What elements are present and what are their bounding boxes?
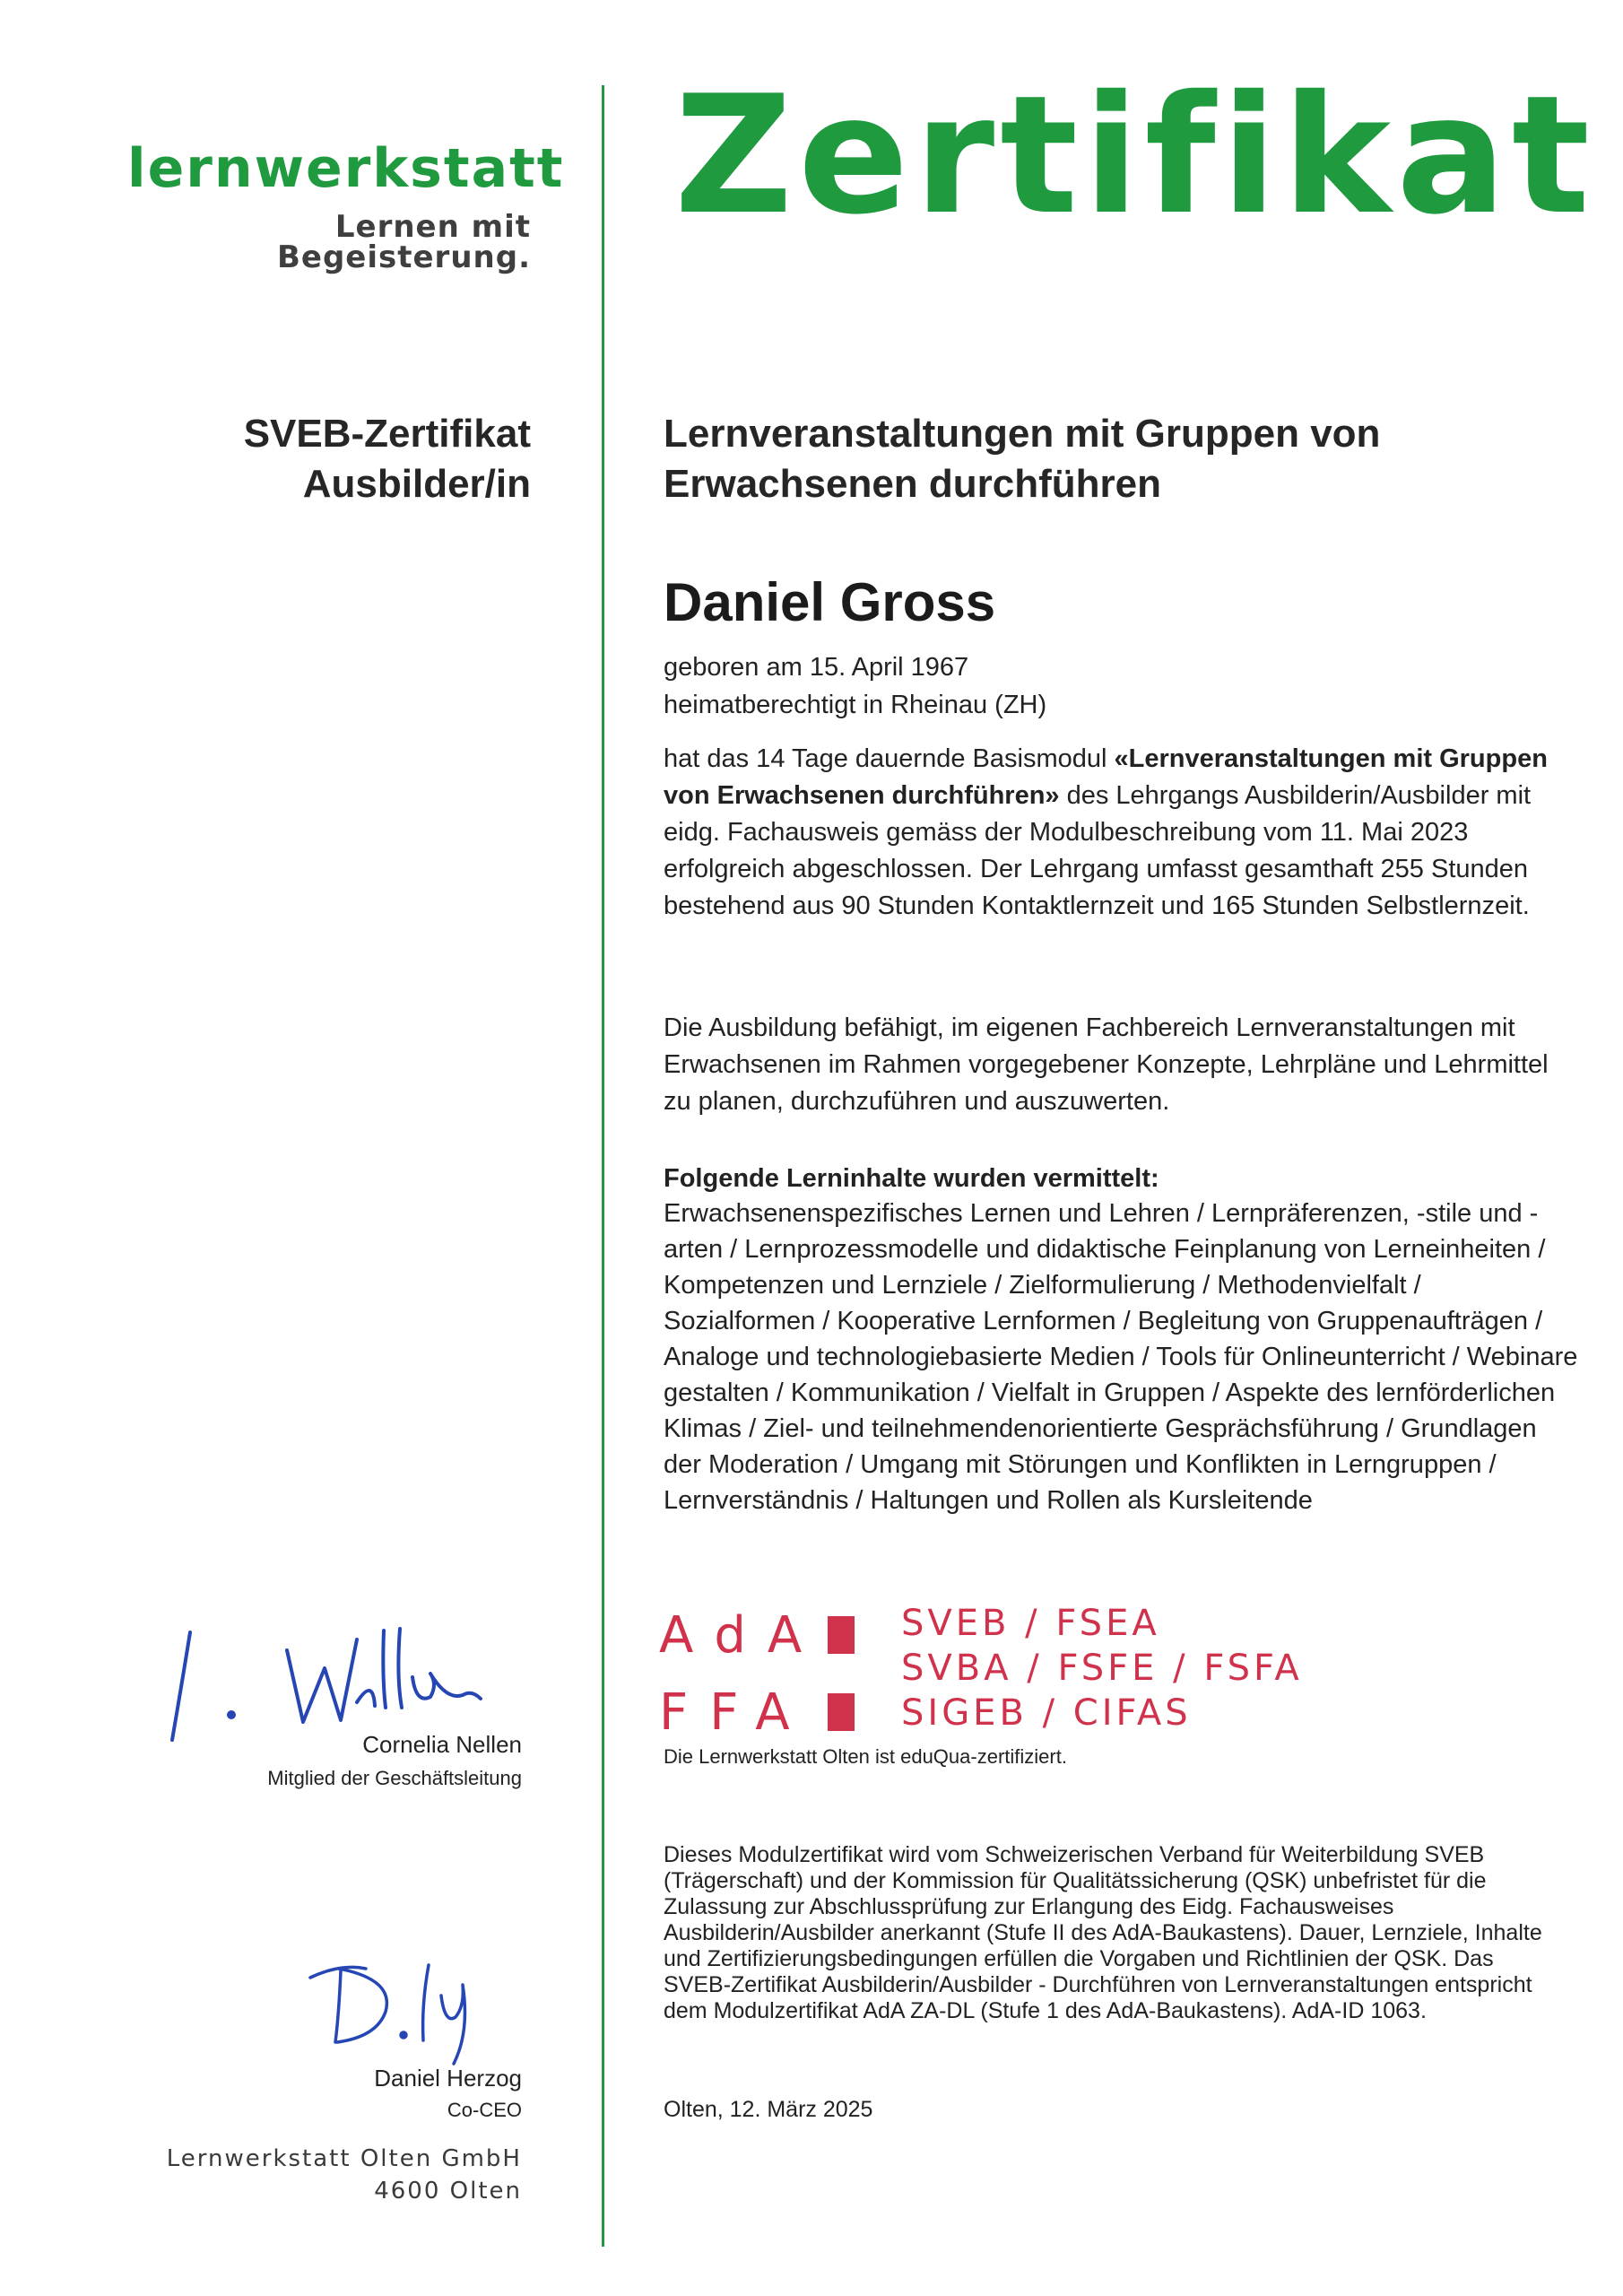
certificate-type-line1: SVEB-Zertifikat (243, 412, 531, 456)
sveb-line3: SIGEB / CIFAS (901, 1692, 1192, 1734)
qualification-paragraph: Die Ausbildung befähigt, im eigenen Fachbereich Lernveranstaltungen mit Erwachsenen im Rahmen vorgegebener Konzepte, Lehrpläne und Lehrmittel zu planen, durchzuführen und auszuwerten. (664, 1013, 1549, 1116)
signature-herzog (287, 1942, 529, 2067)
course-title-line2: Erwachsenen durchführen (664, 462, 1162, 506)
certificate-type (127, 409, 531, 509)
company-city: 4600 Olten (374, 2178, 522, 2205)
completion-paragraph (664, 741, 1560, 925)
completion-suffix: des Lehrgangs Ausbilderin/Ausbilder mit eidg. Fachausweis gemäss der Modulbeschreibung vom 11. Mai 2023 erfolgreich abgeschlossen. Der Lehrgang umfasst gesamthaft 255 Stunden bestehend aus 90 Stunden Kontaktlernzeit und 165 Stunden Selbstlernzeit. (664, 781, 1532, 920)
brand-slogan: Lernen mit Begeisterung. (276, 209, 531, 275)
module-name: «Lernveranstaltungen mit Gruppen von Erwachsenen durchführen» (664, 744, 1548, 810)
topics-list: Erwachsenenspezifisches Lernen und Lehren / Lernpräferenzen, -stile und -arten / Lernprozessmodelle und didaktische Feinplanung von Lerneinheiten / Kompetenzen und Lernziele / Zielformulierung / Methodenvielfalt / Sozialformen / Kooperative Lernformen / Begleitung von Gruppenaufträgen / Analoge und technologiebasierte Medien / Tools für Onlineunterricht / Webinare gestalten / Kommunikation / Vielfalt in Gruppen / Aspekte des lernförderlichen Klimas / Ziel- und teilnehmendenorientierte Gesprächsführung / Grundlagen der Moderation / Umgang mit Störungen und Konflikten in Lerngruppen / Lernverständnis / Haltungen und Rollen als Kursleitende (664, 1199, 1578, 1515)
brand-name: lernwerkstatt (127, 137, 565, 200)
sveb-line1: SVEB / FSEA (901, 1603, 1160, 1644)
signatory-1-role: Mitglied der Geschäftsleitung (267, 1767, 522, 1789)
vertical-divider (602, 85, 604, 2247)
certificate-title: Zertifikat (674, 60, 1595, 250)
topics-heading: Folgende Lerninhalte wurden vermittelt: (664, 1164, 1159, 1193)
signatory-2-role: Co-CEO (447, 2099, 522, 2121)
company-name: Lernwerkstatt Olten GmbH (166, 2145, 522, 2172)
certificate-type-line2: Ausbilder/in (302, 462, 531, 506)
ada-sveb-logo (659, 1598, 1341, 1751)
ffa-letters: FFA (659, 1683, 812, 1742)
course-title-line1: Lernveranstaltungen mit Gruppen von (664, 412, 1381, 456)
ada-letters: AdA (659, 1606, 824, 1665)
birth-date: geboren am 15. April 1967 (664, 653, 969, 682)
ada-square-bottom (828, 1693, 855, 1731)
completion-prefix: hat das 14 Tage dauernde Basismodul (664, 744, 1115, 773)
place-date: Olten, 12. März 2025 (664, 2097, 873, 2122)
eduqua-note: Die Lernwerkstatt Olten ist eduQua-zertifiziert. (664, 1745, 1067, 1768)
sveb-line2: SVBA / FSFE / FSFA (901, 1648, 1303, 1689)
course-title (664, 409, 1560, 509)
recognition-paragraph: Dieses Modulzertifikat wird vom Schweizerischen Verband für Weiterbildung SVEB (Trägerschaft) und der Kommission für Qualitätssicherung (QSK) unbefristet für die Zulassung zur Abschlussprüfung zur Erlangung des Eidg. Fachausweises Ausbilderin/Ausbilder anerkannt (Stufe II des AdA-Baukastens). Dauer, Lernziele, Inhalte und Zertifizierungsbedingungen erfüllen die Vorgaben und Richtlinien der QSK. Das SVEB-Zertifikat Ausbilderin/Ausbilder - Durchführen von Lernveranstaltungen entspricht dem Modulzertifikat AdA ZA-DL (Stufe 1 des AdA-Baukastens). AdA-ID 1063. (664, 1842, 1542, 2023)
hometown: heimatberechtigt in Rheinau (ZH) (664, 691, 1047, 719)
recipient-name: Daniel Gross (664, 572, 996, 632)
signatory-2-name: Daniel Herzog (374, 2065, 522, 2092)
ada-square-top (828, 1616, 855, 1654)
signatory-1-name: Cornelia Nellen (362, 1731, 522, 1758)
